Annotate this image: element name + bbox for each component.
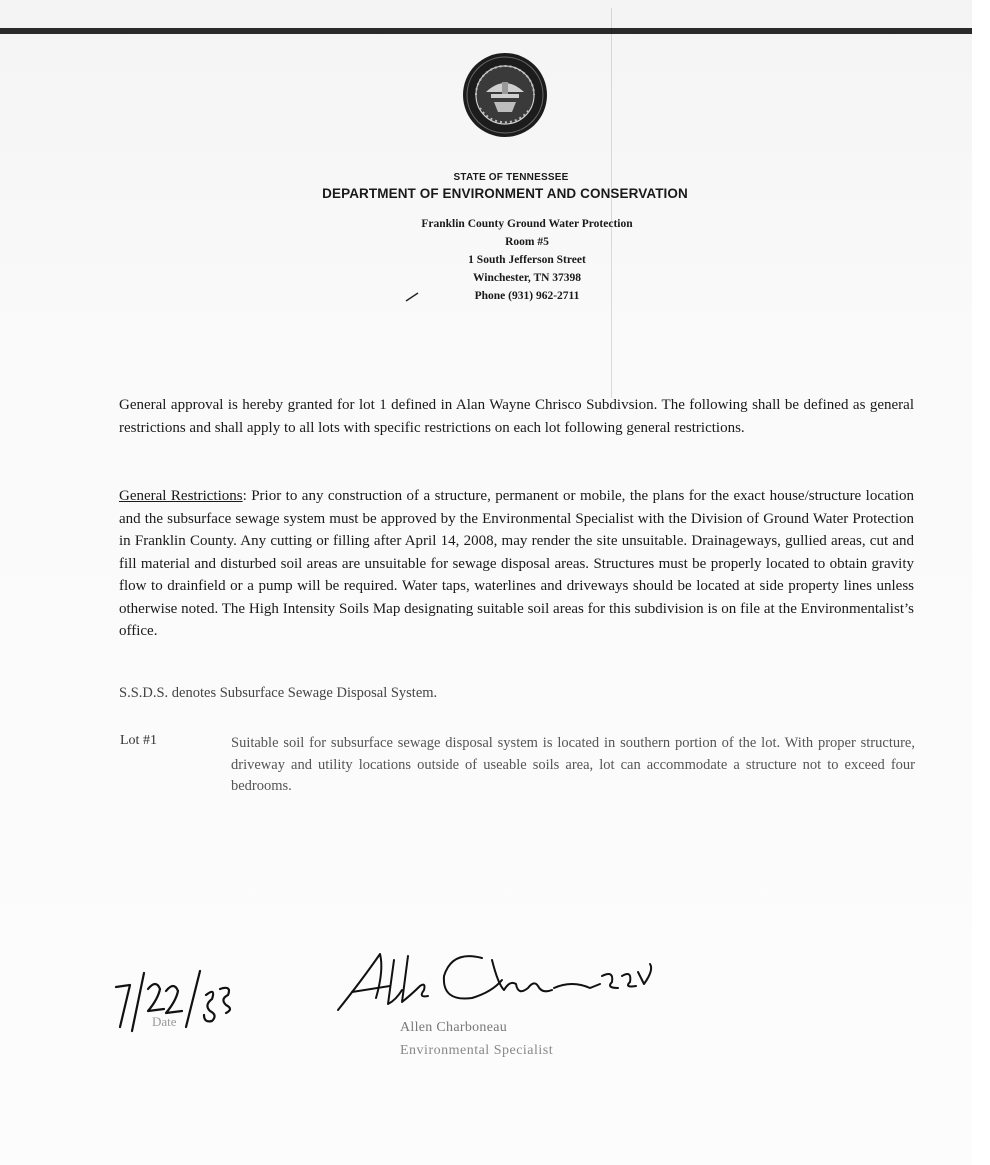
office-city: Winchester, TN 37398 <box>472 272 582 284</box>
ssds-note: S.S.D.S. denotes Subsurface Sewage Disposal System. <box>119 685 438 701</box>
lot-label: Lot #1 <box>120 733 157 748</box>
office-street: 1 South Jefferson Street <box>468 254 586 266</box>
fold-line <box>611 8 612 398</box>
signer-title: Environmental Specialist <box>400 1043 554 1058</box>
office-address <box>300 215 730 305</box>
tennessee-state-seal-icon <box>462 52 548 138</box>
general-restrictions-paragraph <box>119 485 914 643</box>
top-rule <box>0 28 975 34</box>
signer-name: Allen Charboneau <box>400 1020 508 1035</box>
restrictions-heading: General Restrictions <box>119 488 243 504</box>
restrictions-text: : Prior to any construction of a structure, permanent or mobile, the plans for the exact house/structure location and the subsurface sewage system must be approved by the Environmental Specialist with the Division of Ground Water Protection in Franklin County. Any cutting or filling after April 14, 2008, may render the site unsuitable. Drainageways, gullied areas, cut and fill material and disturbed soil areas are unsuitable for sewage disposal areas. Structures must be properly located to obtain gravity flow to drainfield or a pump will be required. Water taps, waterlines and driveways should be located at side property lines unless otherwise noted. The High Intensity Soils Map designating suitable soil areas for this subdivision is on file at the Environmentalist’s office. <box>119 488 914 639</box>
approval-paragraph: General approval is hereby granted for lot 1 defined in Alan Wayne Chrisco Subdivsion. The following shall be defined as general restrictions and shall apply to all lots with specific restrictions on each lot following general restrictions. <box>119 397 914 436</box>
handwritten-signature <box>332 940 672 1020</box>
office-name: Franklin County Ground Water Protection <box>421 218 633 230</box>
date-label: Date <box>152 1014 177 1029</box>
lot-description: Suitable soil for subsurface sewage disposal system is located in southern portion of the lot. With proper structure, driveway and utility locations outside of useable soils area, lot can accommodate a structure not to exceed four bedrooms. <box>231 735 915 794</box>
office-room: Room #5 <box>505 236 549 248</box>
office-phone: Phone (931) 962-2711 <box>474 290 580 302</box>
pen-mark-icon <box>405 292 419 302</box>
state-name: STATE OF TENNESSEE <box>453 172 569 183</box>
page-edge <box>972 0 990 1165</box>
letterhead <box>200 172 810 201</box>
department-name: DEPARTMENT OF ENVIRONMENT AND CONSERVATION <box>322 186 688 201</box>
